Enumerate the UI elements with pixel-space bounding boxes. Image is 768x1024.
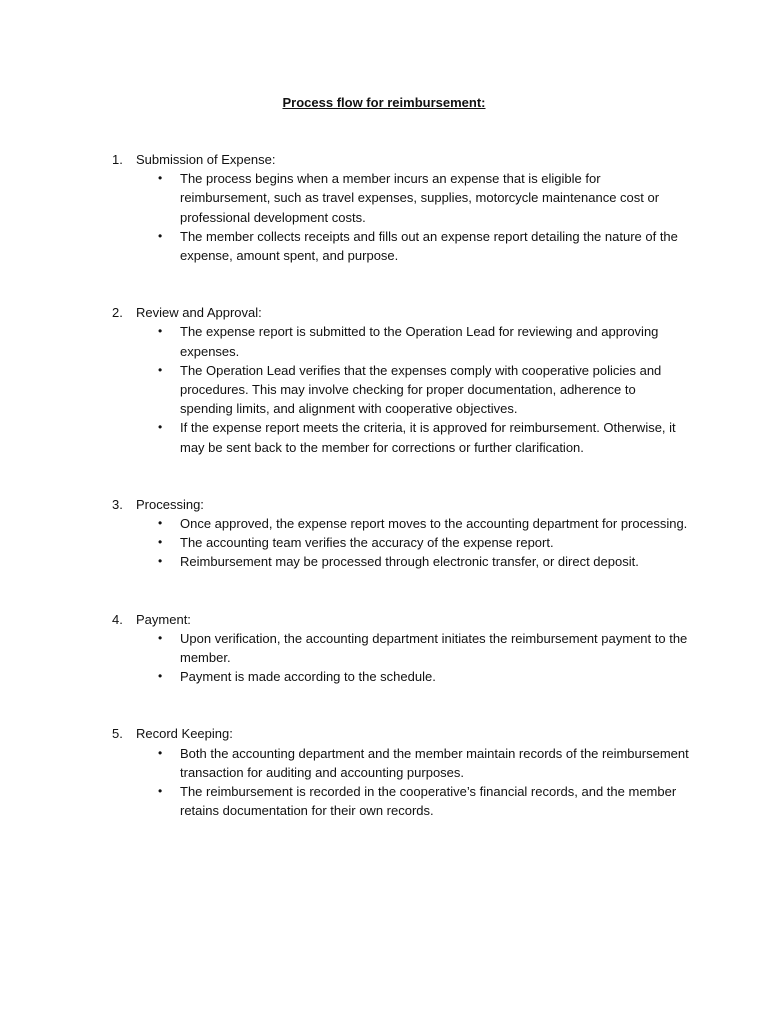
bullet-list <box>112 514 692 572</box>
bullet-text: The expense report is submitted to the Operation Lead for reviewing and approving expenses. <box>180 324 659 359</box>
bullet-icon: • <box>158 420 163 435</box>
list-item <box>158 514 692 533</box>
bullet-icon: • <box>158 669 163 684</box>
bullet-icon: • <box>158 554 163 569</box>
list-item <box>158 227 692 265</box>
section-heading-row <box>112 150 692 169</box>
section-heading: Review and Approval: <box>136 305 262 321</box>
list-item <box>158 322 692 360</box>
bullet-list <box>112 629 692 687</box>
bullet-text: The accounting team verifies the accuracy of the expense report. <box>180 535 554 551</box>
list-item <box>158 629 692 667</box>
bullet-text: Payment is made according to the schedule. <box>180 669 436 685</box>
section <box>112 303 692 457</box>
bullet-icon: • <box>158 171 163 186</box>
section-heading: Record Keeping: <box>136 726 233 742</box>
bullet-text: The process begins when a member incurs an expense that is eligible for reimbursement, such as travel expenses, supplies, motorcycle maintenance cost or professional development costs. <box>180 171 660 225</box>
list-item <box>158 533 692 552</box>
list-item <box>158 418 692 456</box>
bullet-icon: • <box>158 745 163 760</box>
section-heading: Payment: <box>136 611 191 627</box>
bullet-icon: • <box>158 228 163 243</box>
bullet-icon: • <box>158 324 163 339</box>
list-item <box>158 552 692 571</box>
bullet-text: Once approved, the expense report moves to the accounting department for processing. <box>180 516 688 532</box>
bullet-icon: • <box>158 630 163 645</box>
bullet-list <box>112 744 692 821</box>
list-item <box>158 667 692 686</box>
sections-list <box>112 150 692 858</box>
bullet-icon: • <box>158 362 163 377</box>
section-number: 4. <box>112 611 123 627</box>
section-heading-row <box>112 303 692 322</box>
bullet-text: If the expense report meets the criteria, it is approved for reimbursement. Otherwise, it may be sent back to the member for corrections or further clarification. <box>180 420 676 455</box>
section-heading: Submission of Expense: <box>136 152 276 167</box>
section-heading: Processing: <box>136 496 204 512</box>
bullet-list <box>112 169 692 265</box>
bullet-icon: • <box>158 516 163 531</box>
list-item <box>158 361 692 419</box>
bullet-text: The reimbursement is recorded in the cooperative’s financial records, and the member retains documentation for their own records. <box>180 784 677 819</box>
section <box>112 610 692 687</box>
bullet-list <box>112 322 692 456</box>
section <box>112 150 692 265</box>
list-item <box>158 169 692 227</box>
bullet-text: Both the accounting department and the member maintain records of the reimbursement transaction for auditing and accounting purposes. <box>180 745 689 780</box>
section-number: 5. <box>112 726 123 742</box>
list-item <box>158 744 692 782</box>
document-title: Process flow for reimbursement: <box>282 95 486 110</box>
section-number: 3. <box>112 496 123 512</box>
bullet-icon: • <box>158 535 163 550</box>
section-number: 1. <box>112 152 123 167</box>
section-heading-row <box>112 724 692 743</box>
section-number: 2. <box>112 305 123 321</box>
bullet-text: The member collects receipts and fills out an expense report detailing the nature of the expense, amount spent, and purpose. <box>180 228 678 264</box>
section-heading-row <box>112 495 692 514</box>
section <box>112 724 692 820</box>
list-item <box>158 782 692 820</box>
bullet-text: Reimbursement may be processed through electronic transfer, or direct deposit. <box>180 554 639 570</box>
bullet-icon: • <box>158 784 163 799</box>
section <box>112 495 692 572</box>
bullet-text: Upon verification, the accounting department initiates the reimbursement payment to the member. <box>180 630 688 666</box>
bullet-text: The Operation Lead verifies that the expenses comply with cooperative policies and procedures. This may involve checking for proper documentation, adherence to spending limits, and alignment with cooperative objectives. <box>180 362 662 417</box>
section-heading-row <box>112 610 692 629</box>
